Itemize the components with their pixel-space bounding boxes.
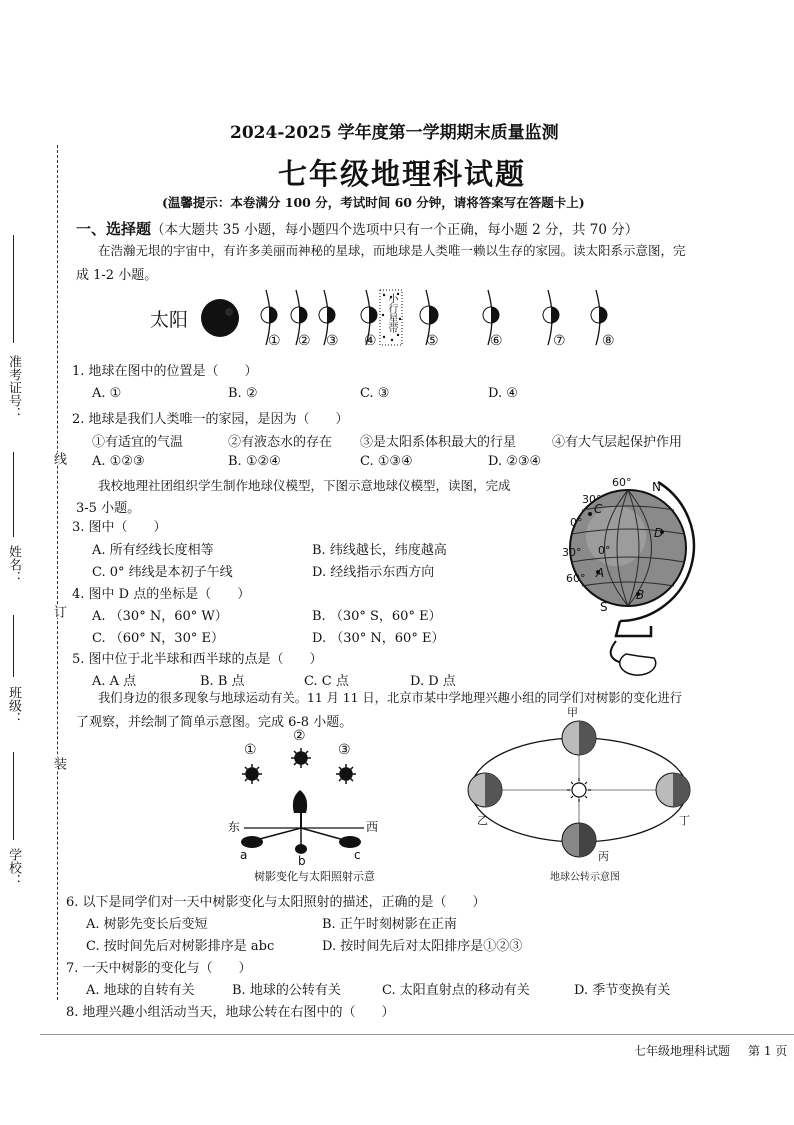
q2-option-b[interactable]: B. ①②④ [228,454,281,469]
globe-lon-0: 0° [598,544,611,557]
q2-option-d[interactable]: D. ②③④ [488,454,542,469]
shadow-sun-num-2: ② [293,728,306,744]
footer-subject: 七年级地理科试题 [634,1044,731,1058]
east-label: 东 [228,820,241,834]
planet-num-8: ⑧ [602,333,615,349]
planet-num-3: ③ [326,333,339,349]
planets [261,306,607,324]
exam-term: 2024-2025 学年度第一学期期末质量监测 [230,123,559,143]
globe-lat-60n: 60° [612,476,632,489]
exam-no-label: 准考证号： [6,355,21,420]
globe-point-c: C [594,502,603,516]
q3-option-d[interactable]: D. 经线指示东西方向 [312,565,435,580]
q3-option-c[interactable]: C. 0° 纬线是本初子午线 [92,565,233,580]
orbit-figure [455,700,700,885]
shadow-sun-num-1: ① [244,742,257,758]
sun-disc [201,299,239,337]
shadow-sun-num-3: ③ [338,742,351,758]
q2-item-3: ③是太阳系体积最大的行星 [360,435,517,450]
q6-stem: 6. 以下是同学们对一天中树影变化与太阳照射的描述，正确的是（ ） [66,895,486,910]
shadow-label-a: a [240,848,248,862]
q2-item-4: ④有大气层起保护作用 [552,435,683,450]
q1-option-b[interactable]: B. ② [228,386,258,401]
shadow-label-b: b [298,854,306,868]
shadow-c [339,836,361,848]
shadow-label-c: c [354,848,361,862]
exam-no-field[interactable] [13,235,14,343]
q6-option-b[interactable]: B. 正午时刻树影在正南 [322,917,457,932]
school-label: 学校： [6,848,21,887]
earth-yi [468,773,502,807]
q8-stem: 8. 地理兴趣小组活动当天，地球公转在右图中的（ ） [66,1005,395,1020]
footer-page: 第 1 页 [748,1044,788,1058]
globe-stand [616,621,651,636]
shadow-a [241,836,263,848]
sun-shade [225,308,233,316]
globe-lat-0: 0° [570,516,583,529]
earth-bing [562,823,596,857]
q2-option-a[interactable]: A. ①②③ [92,454,145,469]
globe-lat-30s: 30° [562,546,582,559]
globe-point-b: B [636,588,645,602]
earth-ding [656,773,690,807]
q3-option-b[interactable]: B. 纬线越长，纬度越高 [312,543,447,558]
q4-option-d[interactable]: D. （30° N，60° E） [312,631,445,646]
q2-item-1: ①有适宜的气温 [92,435,184,450]
q5-option-d[interactable]: D. D 点 [410,674,456,689]
intro1-line1: 在浩瀚无垠的宇宙中，有许多美丽而神秘的星球，而地球是人类唯一赖以生存的家园。读太阳系示意图，完 [98,243,686,258]
q4-stem: 4. 图中 D 点的坐标是（ ） [72,587,251,602]
q2-stem: 2. 地球是我们人类唯一的家园，是因为（ ） [72,412,349,427]
globe-point-a: A [596,566,605,580]
globe-figure [556,476,706,676]
planet-num-7: ⑦ [553,333,566,349]
globe-lat-30n: 30° [582,493,602,506]
q5-option-a[interactable]: A. A 点 [92,674,137,689]
school-field[interactable] [13,752,14,840]
intro2-line1: 我校地理社团组织学生制作地球仪模型，下图示意地球仪模型，读图，完成 [98,478,511,493]
binding-char-xian: 线 [51,452,66,465]
class-label: 班级： [6,686,21,725]
globe-n: N [652,480,661,494]
footer-rule [40,1034,794,1035]
sun-label: 太阳 [150,309,189,331]
tree-shadow-figure [226,728,386,888]
earth-jia [562,721,596,755]
name-label: 姓名： [6,545,21,584]
q7-option-d[interactable]: D. 季节变换有关 [574,983,671,998]
q4-option-c[interactable]: C. （60° N，30° E） [92,631,224,646]
orbit-label-yi: 乙 [477,814,488,827]
planet-num-1: ① [268,333,281,349]
q6-option-d[interactable]: D. 按时间先后对太阳排序是①②③ [322,939,523,954]
q7-option-a[interactable]: A. 地球的自转有关 [86,983,195,998]
q2-item-2: ②有液态水的存在 [228,435,333,450]
orbit-label-bing: 丙 [598,850,609,863]
q5-option-b[interactable]: B. B 点 [200,674,245,689]
q6-option-a[interactable]: A. 树影先变长后变短 [86,917,208,932]
q3-option-a[interactable]: A. 所有经线长度相等 [92,543,214,558]
section-label: 一、选择题 [76,220,152,238]
binding-char-zhuang: 装 [51,757,66,770]
asteroid-belt-label: 小行星带 [386,293,397,333]
exam-note: (温馨提示：本卷满分 100 分，考试时间 60 分钟，请将答案写在答题卡上) [162,195,585,210]
q7-option-c[interactable]: C. 太阳直射点的移动有关 [382,983,530,998]
q5-option-c[interactable]: C. C 点 [304,674,349,689]
section-heading [76,218,638,239]
q2-option-c[interactable]: C. ①③④ [360,454,413,469]
q4-option-a[interactable]: A. （30° N，60° W） [92,609,228,624]
page-title: 七年级地理科试题 [278,157,527,191]
q1-stem: 1. 地球在图中的位置是（ ） [72,364,258,379]
q3-stem: 3. 图中（ ） [72,520,167,535]
intro1-line2: 成 1-2 小题。 [76,268,158,283]
shadow-caption: 树影变化与太阳照射示意 [254,870,375,883]
tree-crown [293,790,307,813]
binding-line [57,145,58,1000]
q4-option-b[interactable]: B. （30° S，60° E） [312,609,442,624]
globe-point-d: D [654,526,664,540]
planet-num-4: ④ [364,333,377,349]
binding-char-ding: 订 [51,605,66,618]
planet-num-5: ⑤ [426,333,439,349]
intro2-line2: 3-5 小题。 [76,501,141,516]
name-field[interactable] [13,452,14,537]
orbit-svg [455,700,700,885]
q7-stem: 7. 一天中树影的变化与（ ） [66,961,252,976]
shadow-b [295,844,307,854]
q1-option-c[interactable]: C. ③ [360,386,390,401]
globe-lat-60s: 60° [566,572,586,585]
q1-option-a[interactable]: A. ① [92,386,122,401]
orbit-label-jia: 甲 [567,706,578,719]
planet-num-6: ⑥ [490,333,503,349]
q6-option-c[interactable]: C. 按时间先后对树影排序是 abc [86,939,275,954]
class-field[interactable] [13,615,14,677]
orbit-caption: 地球公转示意图 [550,872,620,883]
orbit-label-ding: 丁 [679,814,690,827]
q5-stem: 5. 图中位于北半球和西半球的点是（ ） [72,652,323,667]
solar-system-figure [148,285,628,355]
intro3-line1: 我们身边的很多现象与地球运动有关。11 月 11 日，北京市某中学地理兴趣小组的同学们对树影的变化进行 [98,691,683,705]
west-label: 西 [366,820,379,834]
intro3-line2: 了观察，并绘制了简单示意图。完成 6-8 小题。 [76,715,353,730]
planet-num-2: ② [298,333,311,349]
globe-base [620,654,656,675]
section-desc: （本大题共 35 小题，每小题四个选项中只有一个正确，每小题 2 分，共 70 分） [151,222,639,238]
q1-option-d[interactable]: D. ④ [488,386,518,401]
q7-option-b[interactable]: B. 地球的公转有关 [232,983,341,998]
globe-s: S [600,600,608,614]
